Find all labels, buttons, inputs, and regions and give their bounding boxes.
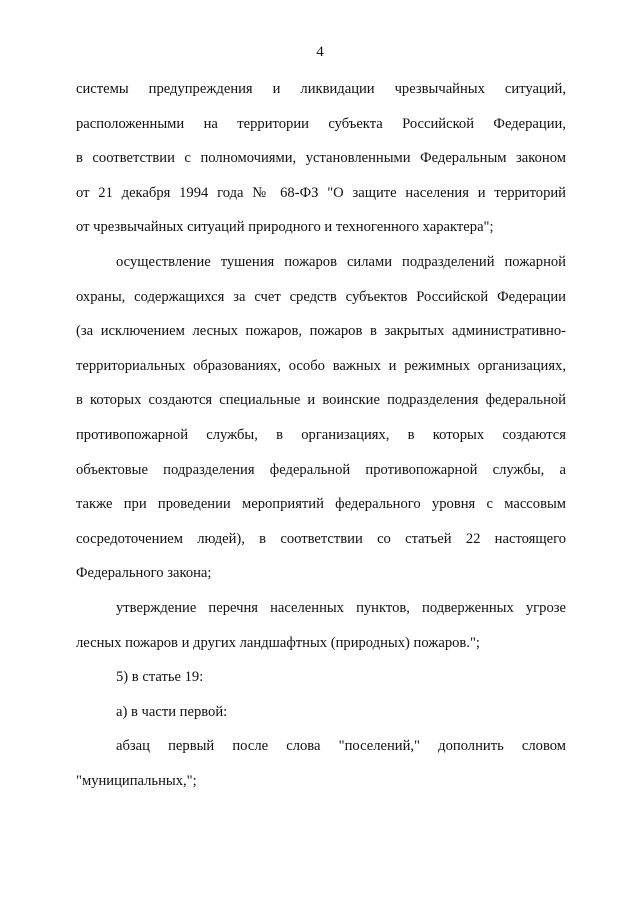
text-line: от 21 декабря 1994 года № 68-ФЗ "О защите населения и территорий bbox=[76, 184, 566, 201]
text-line: осуществление тушения пожаров силами подразделений пожарной bbox=[116, 253, 566, 270]
document-body bbox=[76, 80, 566, 806]
text-line: 5) в статье 19: bbox=[116, 669, 204, 686]
text-line: "муниципальных,"; bbox=[76, 772, 197, 789]
text-line: Федерального закона; bbox=[76, 565, 212, 582]
text-line: (за исключением лесных пожаров, пожаров в закрытых административно- bbox=[76, 323, 566, 340]
text-line: а) в части первой: bbox=[116, 703, 228, 720]
text-line: сосредоточением людей), в соответствии со статьей 22 настоящего bbox=[76, 530, 566, 547]
text-line: охраны, содержащихся за счет средств субъектов Российской Федерации bbox=[76, 288, 566, 305]
text-line: объектовые подразделения федеральной противопожарной службы, а bbox=[76, 461, 566, 478]
text-line: противопожарной службы, в организациях, в которых создаются bbox=[76, 426, 566, 443]
page-number: 4 bbox=[316, 44, 324, 60]
text-line: абзац первый после слова "поселений," дополнить словом bbox=[116, 738, 566, 755]
text-line: лесных пожаров и других ландшафтных (природных) пожаров."; bbox=[76, 634, 480, 651]
text-line: от чрезвычайных ситуаций природного и техногенного характера"; bbox=[76, 219, 494, 236]
text-line: территориальных образованиях, особо важных и режимных организациях, bbox=[76, 357, 566, 374]
text-line: в которых создаются специальные и воинские подразделения федеральной bbox=[76, 392, 566, 409]
text-line: системы предупреждения и ликвидации чрезвычайных ситуаций, bbox=[76, 81, 566, 97]
text-line: также при проведении мероприятий федерального уровня с массовым bbox=[76, 496, 566, 513]
text-line: в соответствии с полномочиями, установленными Федеральным законом bbox=[76, 150, 566, 167]
text-line: утверждение перечня населенных пунктов, подверженных угрозе bbox=[116, 599, 566, 616]
text-line: расположенными на территории субъекта Российской Федерации, bbox=[76, 115, 566, 132]
